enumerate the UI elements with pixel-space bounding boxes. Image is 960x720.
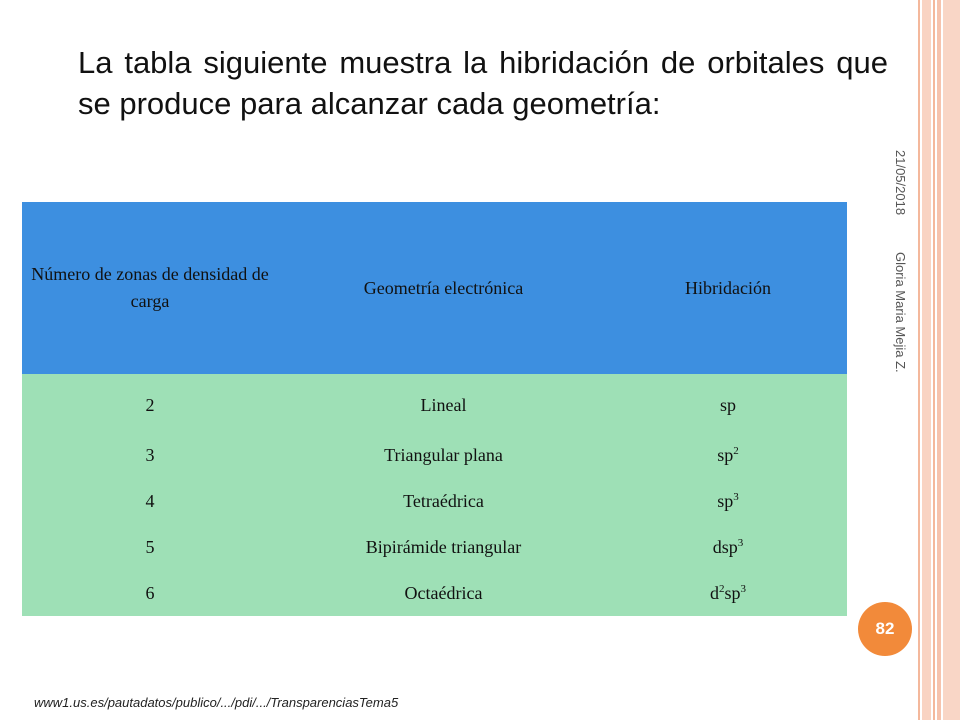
table-header-row xyxy=(22,202,847,374)
slide-date: 21/05/2018 xyxy=(893,150,908,216)
slide-author: Gloria Maria Mejia Z. xyxy=(893,252,908,373)
border-stripe xyxy=(918,0,920,720)
cell-zones: 2 xyxy=(22,374,278,432)
header-hybridization: Hibridación xyxy=(609,202,847,374)
cell-zones: 4 xyxy=(22,478,278,524)
cell-geometry: Tetraédrica xyxy=(278,478,609,524)
border-stripe xyxy=(933,0,935,720)
intro-text: La tabla siguiente muestra la hibridación de orbitales que se produce para alcanzar cada geometría: xyxy=(78,45,888,121)
cell-hybridization xyxy=(609,478,847,524)
cell-zones: 3 xyxy=(22,432,278,478)
hyb-sup: 3 xyxy=(733,490,739,503)
table-row xyxy=(22,374,847,432)
page-number-badge: 82 xyxy=(858,602,912,656)
table-row xyxy=(22,524,847,570)
cell-geometry: Triangular plana xyxy=(278,432,609,478)
cell-geometry: Octaédrica xyxy=(278,570,609,616)
hyb-base: sp xyxy=(724,582,741,603)
cell-zones: 5 xyxy=(22,524,278,570)
table-row xyxy=(22,432,847,478)
hybridization-table xyxy=(22,202,847,616)
border-stripe xyxy=(922,0,931,720)
cell-zones: 6 xyxy=(22,570,278,616)
cell-geometry: Lineal xyxy=(278,374,609,432)
cell-geometry: Bipirámide triangular xyxy=(278,524,609,570)
border-stripe xyxy=(937,0,941,720)
source-reference: www1.us.es/pautadatos/publico/.../pdi/.../TransparenciasTema5 xyxy=(34,695,399,710)
hyb-pre: d xyxy=(709,582,719,603)
hyb-base: dsp xyxy=(712,536,738,557)
table-row xyxy=(22,570,847,616)
hyb-sup: 3 xyxy=(737,536,744,549)
cell-hybridization xyxy=(609,432,847,478)
cell-hybridization xyxy=(609,524,847,570)
hyb-base: sp xyxy=(717,444,734,465)
border-stripe xyxy=(943,0,960,720)
hyb-base: sp xyxy=(719,394,736,415)
hyb-sup: 2 xyxy=(733,444,739,457)
hyb-sup: 3 xyxy=(740,582,746,595)
header-zones: Número de zonas de densidad de carga xyxy=(22,202,278,374)
table-row xyxy=(22,478,847,524)
hyb-base: sp xyxy=(717,490,734,511)
cell-hybridization xyxy=(609,374,847,432)
cell-hybridization xyxy=(609,570,847,616)
header-geometry: Geometría electrónica xyxy=(278,202,609,374)
hyb-pre-sup: 2 xyxy=(718,582,725,595)
